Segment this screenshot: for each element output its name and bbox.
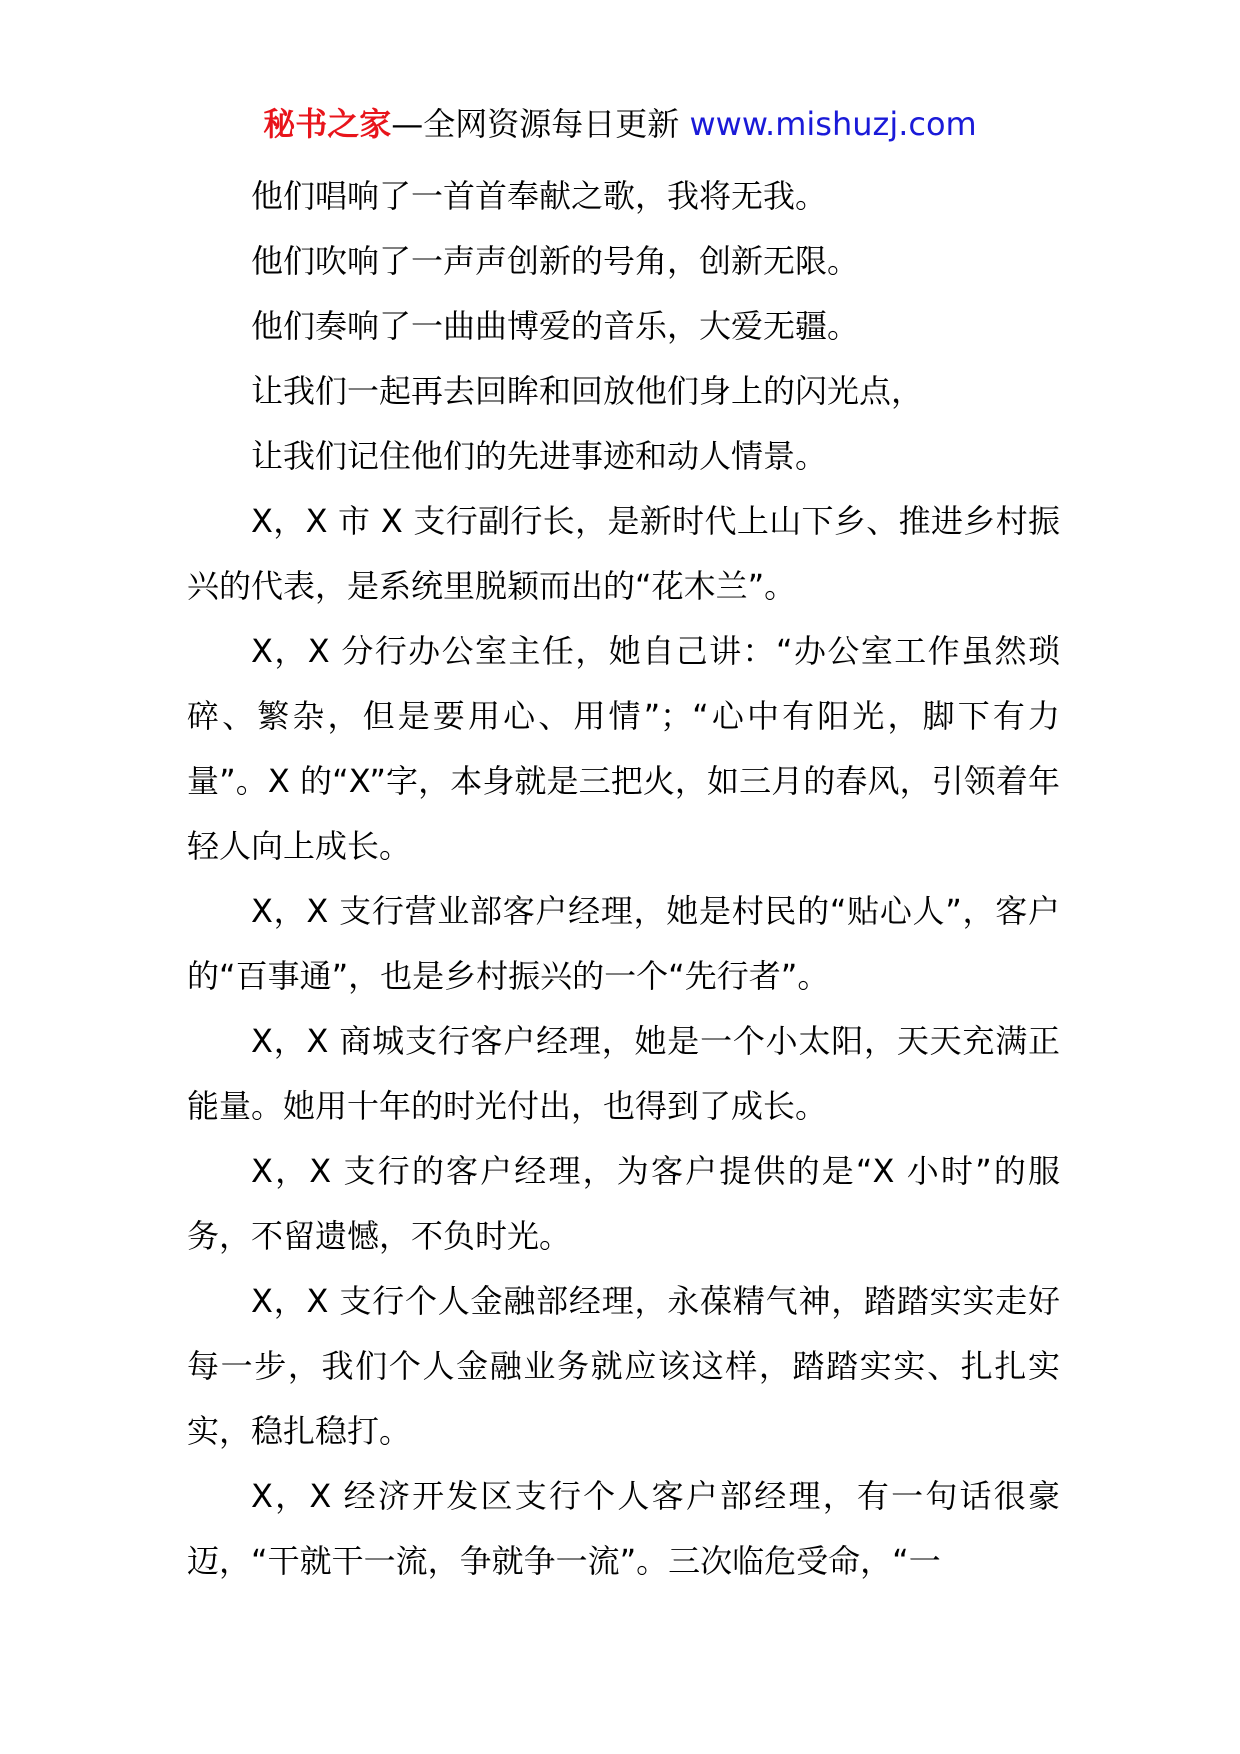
paragraph: 他们唱响了一首首奉献之歌，我将无我。 (251, 177, 828, 215)
paragraph: X，X 支行个人金融部经理，永葆精气神，踏踏实实走好每一步，我们个人金融业务就应该这样，踏踏实实、扎扎实实，稳扎稳打。 (187, 1282, 1060, 1450)
paragraph: X，X 支行的客户经理，为客户提供的是“X 小时”的服务，不留遗憾，不负时光。 (187, 1152, 1060, 1255)
paragraph: 他们吹响了一声声创新的号角，创新无限。 (251, 242, 860, 280)
brand-name: 秘书之家 (263, 105, 392, 143)
paragraph: X，X 经济开发区支行个人客户部经理，有一句话很豪迈，“干就干一流，争就争一流”。三次临危受命，“一 (187, 1477, 1060, 1580)
page-header (0, 100, 1240, 148)
document-body (187, 164, 1060, 1594)
paragraph: X，X 市 X 支行副行长，是新时代上山下乡、推进乡村振兴的代表，是系统里脱颖而出的“花木兰”。 (187, 502, 1060, 605)
paragraph: 让我们记住他们的先进事迹和动人情景。 (251, 437, 828, 475)
paragraph: X，X 分行办公室主任，她自己讲：“办公室工作虽然琐碎、繁杂，但是要用心、用情”；“心中有阳光，脚下有力量”。X 的“X”字，本身就是三把火，如三月的春风，引领着年轻人向上成长。 (187, 632, 1060, 865)
website-url[interactable]: www.mishuzj.com (689, 105, 977, 143)
paragraph: X，X 商城支行客户经理，她是一个小太阳，天天充满正能量。她用十年的时光付出，也得到了成长。 (187, 1022, 1060, 1125)
paragraph: 他们奏响了一曲曲博爱的音乐，大爱无疆。 (251, 307, 860, 345)
paragraph: X，X 支行营业部客户经理，她是村民的“贴心人”，客户的“百事通”，也是乡村振兴的一个“先行者”。 (187, 892, 1060, 995)
paragraph: 让我们一起再去回眸和回放他们身上的闪光点， (251, 372, 924, 410)
header-tagline: —全网资源每日更新 (391, 105, 690, 143)
